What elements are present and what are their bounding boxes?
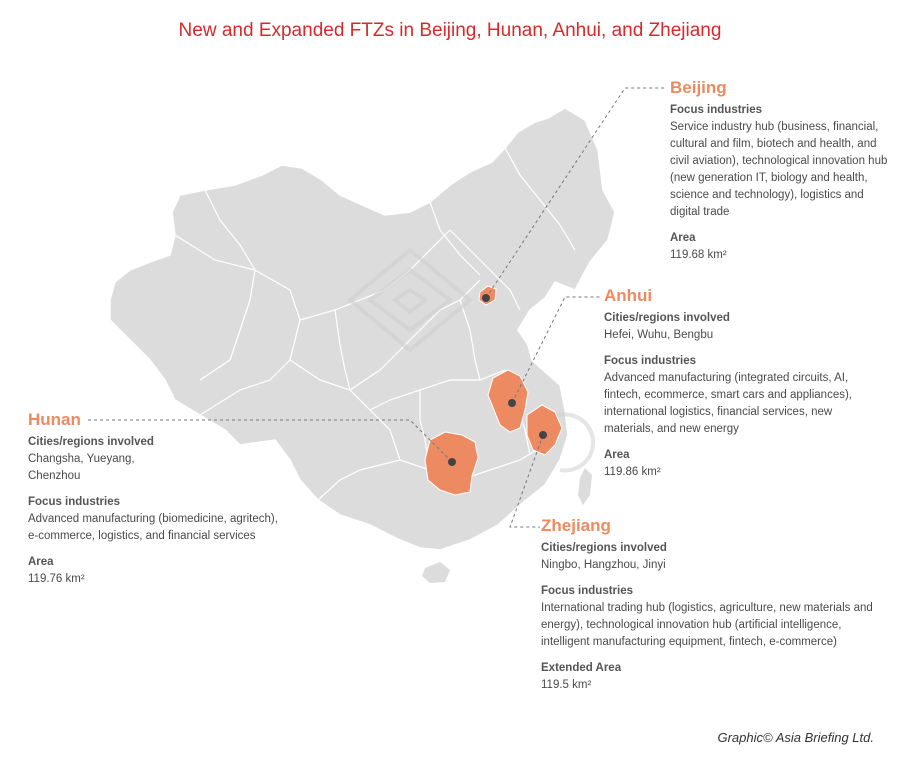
- anhui-marker[interactable]: [508, 399, 516, 407]
- zhejiang-area-label: Extended Area: [541, 662, 622, 674]
- zhejiang-cities-label: Cities/regions involved: [541, 542, 667, 554]
- beijing-marker[interactable]: [482, 294, 490, 302]
- anhui-area-label: Area: [604, 449, 630, 461]
- anhui-focus-label: Focus industries: [604, 355, 697, 367]
- hunan-area-value: 119.76 km²: [28, 573, 85, 585]
- hunan-focus-text: Advanced manufacturing (biomedicine, agritech), e-commerce, logistics, and financial services: [28, 513, 278, 542]
- beijing-focus-label: Focus industries: [670, 104, 763, 116]
- zhejiang-name: Zhejiang: [541, 516, 611, 535]
- zhejiang-focus-text: International trading hub (logistics, agriculture, new materials and energy), technological innovation hub (artificial intelligence, intelligent manufacturing equipment, fintech, e-commerce): [541, 602, 873, 648]
- anhui-name: Anhui: [604, 286, 653, 305]
- taiwan-island: [578, 468, 592, 505]
- hunan-info-panel: [28, 410, 290, 588]
- beijing-area-value: 119.68 km²: [670, 249, 727, 261]
- anhui-cities-label: Cities/regions involved: [604, 312, 730, 324]
- zhejiang-info-panel: [541, 516, 891, 694]
- anhui-focus-text: Advanced manufacturing (integrated circuits, AI, fintech, ecommerce, smart cars and appliances), international logistics, financial services, new materials, and new energy: [604, 372, 852, 435]
- beijing-name: Beijing: [670, 78, 727, 97]
- anhui-info-panel: [604, 286, 874, 481]
- anhui-cities-text: Hefei, Wuhu, Bengbu: [604, 329, 714, 341]
- zhejiang-focus-label: Focus industries: [541, 585, 634, 597]
- hunan-name: Hunan: [28, 410, 81, 429]
- hunan-focus-label: Focus industries: [28, 496, 121, 508]
- map-title: New and Expanded FTZs in Beijing, Hunan, Anhui, and Zhejiang: [178, 20, 722, 41]
- hainan-island: [422, 562, 450, 583]
- hunan-area-label: Area: [28, 556, 54, 568]
- zhejiang-cities-text: Ningbo, Hangzhou, Jinyi: [541, 559, 666, 571]
- beijing-info-panel: [670, 78, 890, 264]
- beijing-focus-text: Service industry hub (business, financial, cultural and film, biotech and health, and civil aviation), technological innovation hub (new generation IT, biology and health, science and technology), logistics and digital trade: [670, 121, 888, 218]
- anhui-area-value: 119.86 km²: [604, 466, 661, 478]
- graphic-credit: Graphic© Asia Briefing Ltd.: [717, 730, 874, 745]
- hunan-cities-text: Changsha, Yueyang, Chenzhou: [28, 453, 135, 482]
- zhejiang-marker[interactable]: [539, 431, 547, 439]
- beijing-area-label: Area: [670, 232, 696, 244]
- hunan-marker[interactable]: [448, 458, 456, 466]
- zhejiang-area-value: 119.5 km²: [541, 679, 592, 691]
- hunan-cities-label: Cities/regions involved: [28, 436, 154, 448]
